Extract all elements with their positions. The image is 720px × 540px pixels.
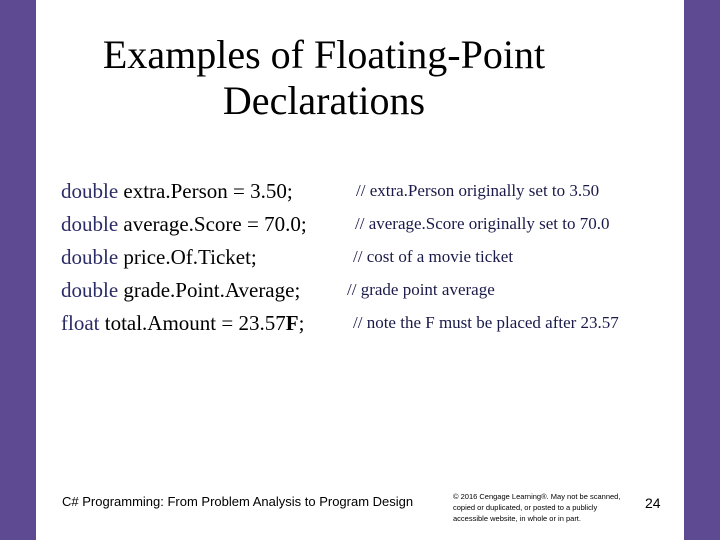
type-keyword: double (61, 245, 119, 269)
code-line-total-amount (61, 307, 304, 339)
title-line-2: Declarations (222, 78, 426, 123)
comment-grade-point-average: // grade point average (347, 280, 495, 299)
slide-title (0, 32, 684, 124)
code-line-price-of-ticket (61, 241, 257, 273)
float-suffix: F (285, 311, 299, 335)
type-keyword: double (61, 212, 119, 236)
footer-copyright: © 2016 Cengage Learning®. May not be scanned, copied or duplicated, or posted to a publicly accessible website, in whole or in part. (453, 492, 621, 523)
type-keyword: float (61, 311, 100, 335)
comment-extra-person: // extra.Person originally set to 3.50 (356, 181, 600, 200)
code-line-grade-point-average (61, 274, 300, 306)
comment-average-score: // average.Score originally set to 70.0 (355, 214, 610, 233)
code-line-average-score (61, 208, 307, 240)
comment-total-amount: // note the F must be placed after 23.57 (353, 313, 619, 332)
type-keyword: double (61, 179, 119, 203)
type-keyword: double (61, 278, 119, 302)
title-line-1: Examples of Floating-Point (102, 32, 546, 77)
declaration-text: average.Score = 70.0; (118, 212, 307, 236)
declaration-text: total.Amount = 23.57 (99, 311, 286, 335)
footer-book-title: C# Programming: From Problem Analysis to Program Design (62, 494, 414, 509)
declaration-text: grade.Point.Average; (118, 278, 301, 302)
page-number: 24 (645, 495, 661, 511)
declaration-end: ; (298, 311, 305, 335)
comment-price-of-ticket: // cost of a movie ticket (353, 247, 514, 266)
declaration-text: price.Of.Ticket; (118, 245, 257, 269)
declaration-text: extra.Person = 3.50; (118, 179, 293, 203)
code-line-extra-person (61, 175, 293, 207)
